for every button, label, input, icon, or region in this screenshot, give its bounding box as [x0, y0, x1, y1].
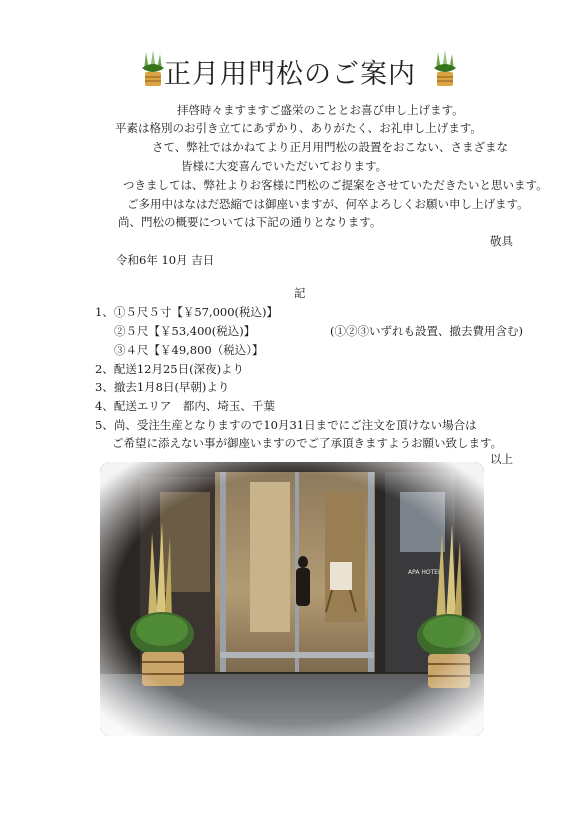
detail-item: 2、配送12月25日(深夜)より: [95, 362, 245, 376]
letter-line: 拝啓時々ますますご盛栄のこととお喜び申し上げます。: [177, 103, 464, 117]
end-text: 以上: [490, 452, 513, 466]
detail-item: ③４尺【￥49,800（税込）】: [114, 343, 264, 357]
letter-line: 皆様に大変喜んでいただいております。: [181, 159, 388, 173]
detail-item: ご希望に添えない事が御座いますのでご了承頂きますようお願い致します。: [112, 436, 503, 450]
details-heading: 記: [294, 286, 306, 300]
letter-line: ご多用中はなはだ恐縮では御座いますが、何卒よろしくお願い申し上げます。: [127, 197, 529, 211]
title-row: [0, 50, 580, 90]
detail-note: (①②③いずれも設置、撤去費用含む): [330, 324, 523, 338]
detail-item: ②５尺【￥53,400(税込)】: [114, 324, 256, 338]
closing-text: 敬具: [490, 234, 513, 248]
letter-line: 平素は格別のお引き立てにあずかり、ありがたく、お礼申し上げます。: [115, 121, 482, 135]
detail-item: 3、撤去1月8日(早朝)より: [95, 380, 230, 394]
entrance-photo: [100, 462, 484, 736]
detail-item: 5、尚、受注生産となりますので10月31日までにご注文を頂けない場合は: [95, 418, 477, 432]
detail-item: 1、①５尺５寸【￥57,000(税込)】: [95, 305, 279, 319]
letter-line: つきましては、弊社よりお客様に門松のご提案をさせていただきたいと思います。: [123, 178, 548, 192]
page-title: 正月用門松のご案内: [164, 59, 416, 90]
kadomatsu-icon: [432, 50, 458, 88]
letter-line: 尚、門松の概要については下記の通りとなります。: [118, 215, 382, 229]
letter-line: さて、弊社ではかねてより正月用門松の設置をおこない、さまざまな: [152, 140, 508, 154]
detail-item: 4、配送エリア 都内、埼玉、千葉: [95, 399, 275, 413]
letter-date: 令和6年 10月 吉日: [116, 253, 215, 267]
